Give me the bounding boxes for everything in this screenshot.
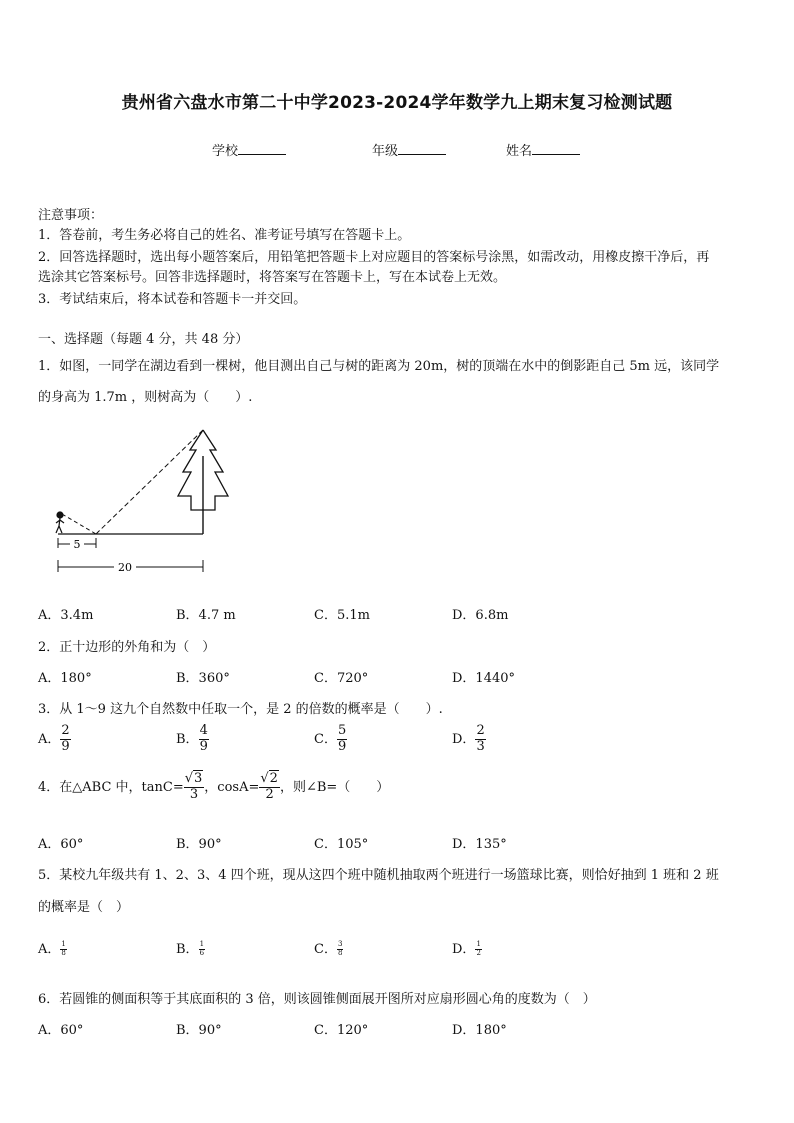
q4-option-d[interactable]: D．135° — [452, 837, 507, 852]
q3-option-c[interactable] — [314, 724, 347, 755]
grade-field — [372, 140, 446, 159]
q4-tan-fraction — [184, 772, 205, 803]
q2-stem: 2．正十边形的外角和为（ ） — [38, 640, 216, 655]
fraction-numerator: 4 — [199, 723, 208, 738]
q2-option-c[interactable]: C．720° — [314, 671, 369, 686]
grade-blank[interactable] — [398, 142, 446, 155]
q5-option-a-label: A． — [38, 942, 61, 957]
q4-option-b[interactable]: B．90° — [176, 837, 222, 852]
q6-stem: 6．若圆锥的侧面积等于其底面积的 3 倍，则该圆锥侧面展开图所对应扇形圆心角的度数为（ ） — [38, 992, 596, 1007]
q3-option-b-fraction — [199, 724, 209, 755]
q5-stem-line1: 5．某校九年级共有 1、2、3、4 四个班，现从这四个班中随机抽取两个班进行一场篮球比赛，则恰好抽到 1 班和 2 班 — [38, 868, 719, 883]
q5-option-d-label: D． — [452, 942, 476, 957]
q5-option-c[interactable] — [314, 938, 343, 958]
q6-option-a[interactable]: A．60° — [38, 1023, 84, 1038]
sight-line-person — [62, 514, 96, 534]
fraction-denominator: 3 — [189, 786, 199, 802]
sight-line-tree — [96, 430, 203, 534]
q3-option-d-fraction — [475, 724, 485, 755]
q4-stem-mid: ，cosA= — [204, 779, 260, 795]
fraction-denominator: 8 — [61, 949, 66, 957]
q1-stem-line2: 的身高为 1.7m ，则树高为（ ）. — [38, 390, 253, 405]
fraction-denominator: 8 — [337, 949, 343, 957]
q5-option-b[interactable] — [176, 938, 205, 958]
q1-option-a[interactable]: A．3.4m — [38, 608, 94, 623]
notes-heading: 注意事项： — [38, 208, 104, 223]
q3-option-a-label: A． — [38, 731, 61, 747]
fraction-denominator: 9 — [199, 738, 208, 754]
q1-stem-line1: 1．如图，一同学在湖边看到一棵树，他目测出自己与树的距离为 20m，树的顶端在水中的倒影距自己 5m 远，该同学 — [38, 359, 720, 374]
person-icon — [56, 512, 64, 533]
q4-cos-fraction — [259, 772, 280, 803]
q4-stem-pre: 4．在△ABC 中，tanC= — [38, 779, 184, 795]
q5-stem-line2: 的概率是（ ） — [38, 900, 130, 915]
q3-option-b-label: B． — [176, 731, 199, 747]
q5-option-d[interactable] — [452, 938, 482, 958]
q4-option-c[interactable]: C．105° — [314, 837, 369, 852]
fraction-denominator: 2 — [265, 786, 274, 802]
q3-stem: 3．从 1～9 这九个自然数中任取一个，是 2 的倍数的概率是（ ）. — [38, 702, 443, 717]
fraction-numerator: 1 — [61, 940, 66, 949]
fraction-denominator: 6 — [199, 949, 205, 957]
radicand: 2 — [269, 771, 278, 786]
q5-option-b-label: B． — [176, 942, 199, 957]
q6-option-d[interactable]: D．180° — [452, 1023, 507, 1038]
q3-option-a[interactable] — [38, 724, 71, 755]
q4-option-a[interactable]: A．60° — [38, 837, 84, 852]
q4-stem-post: ，则∠B=（ ） — [279, 779, 390, 795]
q3-option-c-label: C． — [314, 731, 337, 747]
q4-stem — [38, 772, 389, 803]
school-field — [212, 140, 286, 159]
note-3: 3．考试结束后，将本试卷和答题卡一并交回。 — [38, 292, 307, 307]
name-label: 姓名 — [506, 144, 533, 159]
fraction-denominator: 9 — [337, 738, 347, 754]
q1-figure — [40, 422, 230, 582]
q3-option-c-fraction — [337, 724, 347, 755]
fraction-numerator — [184, 772, 205, 788]
page-title: 贵州省六盘水市第二十中学2023-2024学年数学九上期末复习检测试题 — [121, 93, 673, 113]
q3-option-d-label: D． — [452, 731, 476, 747]
q5-option-d-fraction — [475, 941, 481, 957]
fraction-numerator: 3 — [337, 940, 343, 949]
fraction-denominator: 2 — [476, 949, 481, 957]
q3-option-b[interactable] — [176, 724, 209, 755]
note-2b: 选涂其它答案标号。回答非选择题时，将答案写在答题卡上，写在本试卷上无效。 — [38, 270, 507, 285]
note-1: 1．答卷前，考生务必将自己的姓名、准考证号填写在答题卡上。 — [38, 228, 411, 243]
q1-option-d[interactable]: D．6.8m — [452, 608, 509, 623]
q5-option-c-fraction — [337, 941, 343, 957]
radicand: 3 — [194, 771, 203, 786]
q2-option-b[interactable]: B．360° — [176, 671, 230, 686]
fraction-denominator: 9 — [61, 738, 70, 754]
q5-option-c-label: C． — [314, 942, 337, 957]
dim-5-label: 5 — [73, 538, 81, 551]
q5-option-a-fraction — [60, 941, 66, 957]
q6-option-c[interactable]: C．120° — [314, 1023, 369, 1038]
fraction-denominator: 3 — [476, 738, 485, 754]
q2-option-d[interactable]: D．1440° — [452, 671, 516, 686]
q5-option-b-fraction — [199, 941, 205, 957]
name-blank[interactable] — [532, 142, 580, 155]
section-heading: 一、选择题（每题 4 分，共 48 分） — [38, 332, 249, 347]
fraction-numerator: 5 — [337, 723, 347, 738]
q3-option-a-fraction — [60, 724, 70, 755]
fraction-numerator: 1 — [476, 940, 481, 949]
school-label: 学校 — [212, 144, 239, 159]
fraction-numerator: 2 — [476, 723, 485, 738]
fraction-numerator: 2 — [61, 723, 70, 738]
q6-option-b[interactable]: B．90° — [176, 1023, 222, 1038]
sqrt-symbol: √2 — [260, 771, 278, 786]
q1-option-b[interactable]: B．4.7 m — [176, 608, 236, 623]
dim-20-label: 20 — [118, 561, 132, 574]
fraction-numerator — [259, 772, 280, 788]
note-2a: 2．回答选择题时，选出每小题答案后，用铅笔把答题卡上对应题目的答案标号涂黑，如需改动，用橡皮擦干净后，再 — [38, 250, 710, 265]
q2-option-a[interactable]: A．180° — [38, 671, 92, 686]
q5-option-a[interactable] — [38, 938, 67, 958]
fraction-numerator: 1 — [199, 940, 205, 949]
school-blank[interactable] — [238, 142, 286, 155]
sqrt-symbol: √3 — [184, 771, 203, 786]
name-field — [506, 140, 580, 159]
q3-option-d[interactable] — [452, 724, 486, 755]
grade-label: 年级 — [372, 144, 399, 159]
q1-option-c[interactable]: C．5.1m — [314, 608, 370, 623]
